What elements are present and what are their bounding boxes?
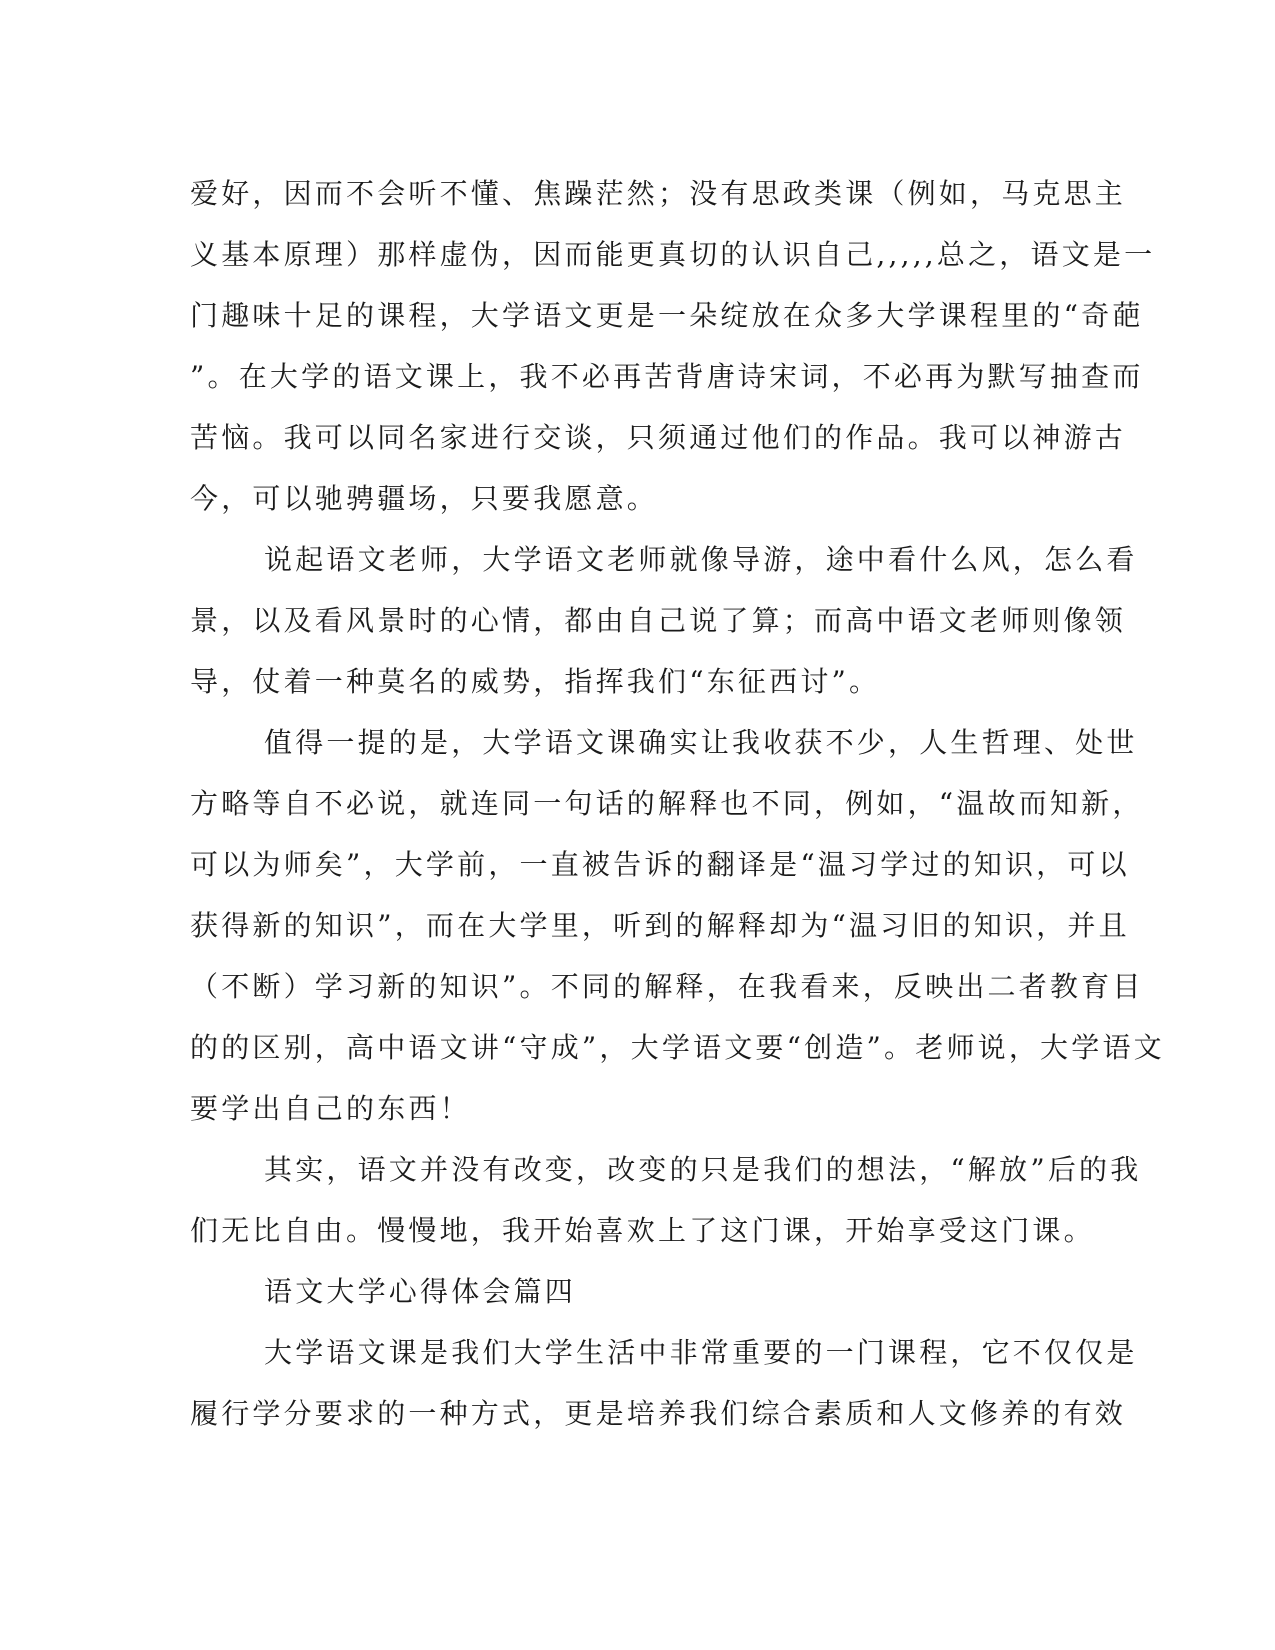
document-body	[190, 163, 1165, 1444]
text-line: 今，可以驰骋疆场，只要我愿意。	[190, 482, 659, 515]
paragraph-start-line: 值得一提的是，大学语文课确实让我收获不少，人生哲理、处世	[264, 726, 1138, 759]
text-line: 爱好，因而不会听不懂、焦躁茫然；没有思政类课（例如，马克思主	[190, 177, 1127, 210]
paragraph-start-line: 大学语文课是我们大学生活中非常重要的一门课程，它不仅仅是	[264, 1336, 1138, 1369]
paragraph-start-line: 说起语文老师，大学语文老师就像导游，途中看什么风，怎么看	[264, 543, 1138, 576]
text-line: ”。在大学的语文课上，我不必再苦背唐诗宋词，不必再为默写抽查而	[190, 360, 1144, 393]
section-heading: 语文大学心得体会篇四	[264, 1275, 577, 1308]
text-line: 苦恼。我可以同名家进行交谈，只须通过他们的作品。我可以神游古	[190, 421, 1127, 454]
text-line: 门趣味十足的课程，大学语文更是一朵绽放在众多大学课程里的“奇葩	[190, 299, 1144, 332]
text-line: 义基本原理）那样虚伪，因而能更真切的认识自己,,,,,总之，语文是一	[190, 238, 1156, 271]
text-line: 们无比自由。慢慢地，我开始喜欢上了这门课，开始享受这门课。	[190, 1214, 1095, 1247]
text-line: 履行学分要求的一种方式，更是培养我们综合素质和人文修养的有效	[190, 1397, 1127, 1430]
text-line: 获得新的知识”，而在大学里，听到的解释却为“温习旧的知识，并且	[190, 909, 1130, 942]
text-line: 景，以及看风景时的心情，都由自己说了算；而高中语文老师则像领	[190, 604, 1127, 637]
text-line: 要学出自己的东西！	[190, 1092, 471, 1125]
paragraph-start-line: 其实，语文并没有改变，改变的只是我们的想法，“解放”后的我	[264, 1153, 1142, 1186]
text-line: 的的区别，高中语文讲“守成”，大学语文要“创造”。老师说，大学语文	[190, 1031, 1165, 1064]
text-line: 导，仗着一种莫名的威势，指挥我们“东征西讨”。	[190, 665, 881, 698]
text-line: 可以为师矣”，大学前，一直被告诉的翻译是“温习学过的知识，可以	[190, 848, 1130, 881]
text-line: 方略等自不必说，就连同一句话的解释也不同，例如，“温故而知新，	[190, 787, 1144, 820]
text-line: （不断）学习新的知识”。不同的解释，在我看来，反映出二者教育目	[190, 970, 1144, 1003]
